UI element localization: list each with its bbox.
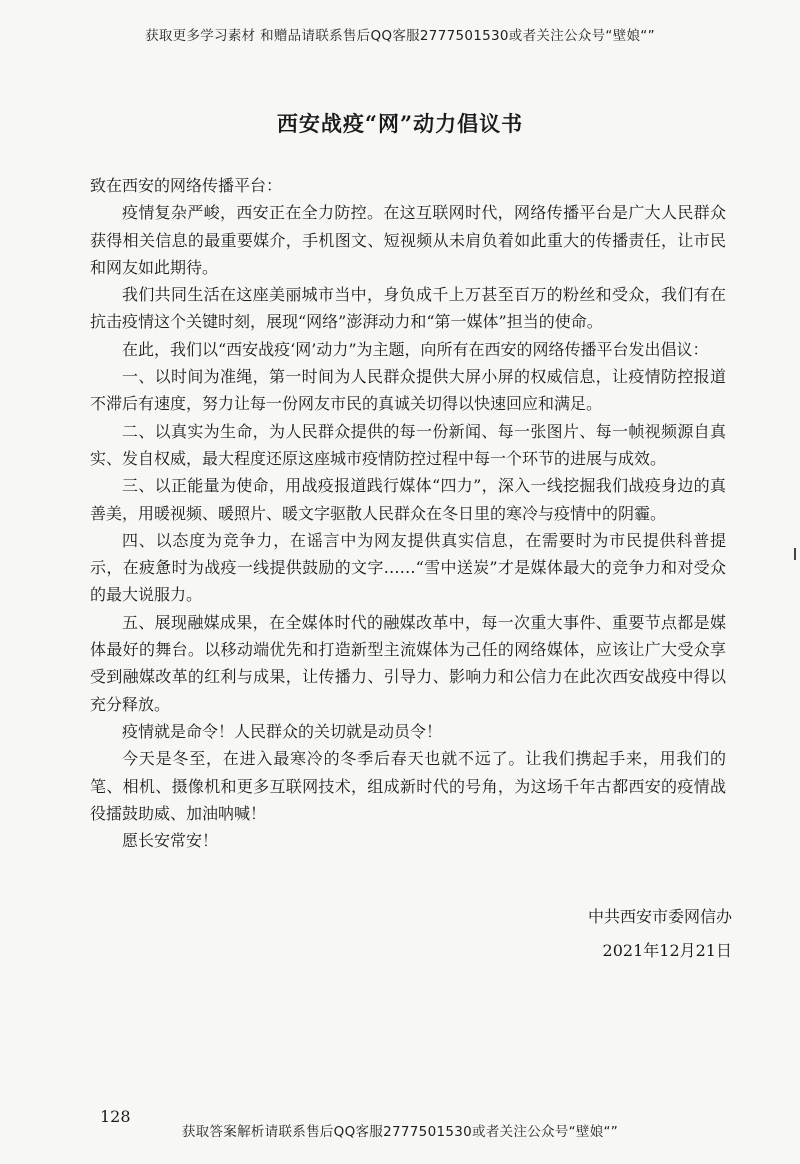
- document-body: [90, 172, 726, 854]
- footer-note: 获取答案解析请联系售后QQ客服2777501530或者关注公众号“壁娘“”: [181, 1124, 619, 1140]
- paragraph-winter-solstice: 今天是冬至，在进入最寒冷的冬季后春天也就不远了。让我们携起手来，用我们的笔、相机、摄像机和更多互联网技术，组成新时代的号角，为这场千年古都西安的疫情战役擂鼓助威、加油呐喊！: [90, 749, 726, 823]
- scan-artifact-mark: [794, 548, 796, 560]
- header-note: 获取更多学习素材 和赠品请联系售后QQ客服2777501530或者关注公众号“壁娘“”: [145, 28, 655, 44]
- paragraph-slogan: 疫情就是命令！人民群众的关切就是动员令！: [122, 721, 443, 741]
- paragraph-point-1: 一、以时间为准绳，第一时间为人民群众提供大屏小屏的权威信息，让疫情防控报道不滞后有速度，努力让每一份网友市民的真诚关切得以快速回应和满足。: [90, 367, 726, 414]
- paragraph-mission: 我们共同生活在这座美丽城市当中，身负成千上万甚至百万的粉丝和受众，我们有在抗击疫情这个关键时刻，展现“网络”澎湃动力和“第一媒体”担当的使命。: [90, 285, 726, 332]
- paragraph-point-5: 五、展现融媒成果，在全媒体时代的融媒改革中，每一次重大事件、重要节点都是媒体最好的舞台。以移动端优先和打造新型主流媒体为己任的网络媒体，应该让广大受众享受到融媒改革的红利与成果，让传播力、引导力、影响力和公信力在此次西安战疫中得以充分释放。: [90, 612, 726, 714]
- page-number: 128: [100, 1107, 131, 1126]
- paragraph-initiative: 在此，我们以“西安战疫‘网’动力”为主题，向所有在西安的网络传播平台发出倡议：: [122, 339, 709, 359]
- paragraph-blessing: 愿长安常安！: [122, 831, 219, 851]
- greeting: 致在西安的网络传播平台：: [90, 176, 283, 195]
- paragraph-point-2: 二、以真实为生命，为人民群众提供的每一份新闻、每一张图片、每一帧视频源自真实、发自权威，最大程度还原这座城市疫情防控过程中每一个环节的进展与成效。: [90, 421, 726, 468]
- paragraph-intro: 疫情复杂严峻，西安正在全力防控。在这互联网时代，网络传播平台是广大人民群众获得相关信息的最重要媒介，手机图文、短视频从未肩负着如此重大的传播责任，让市民和网友如此期待。: [90, 203, 726, 277]
- signature-date: 2021年12月21日: [602, 941, 732, 960]
- signature-organization: 中共西安市委网信办: [587, 907, 732, 926]
- paragraph-point-3: 三、以正能量为使命，用战疫报道践行媒体“四力”，深入一线挖掘我们战疫身边的真善美，用暖视频、暖照片、暖文字驱散人民群众在冬日里的寒冷与疫情中的阴霾。: [90, 476, 726, 523]
- paragraph-point-4: 四、以态度为竞争力，在谣言中为网友提供真实信息，在需要时为市民提供科普提示，在疲惫时为战疫一线提供鼓励的文字……“雪中送炭”才是媒体最大的竞争力和对受众的最大说服力。: [90, 530, 726, 605]
- document-title: 西安战疫“网”动力倡议书: [276, 111, 524, 136]
